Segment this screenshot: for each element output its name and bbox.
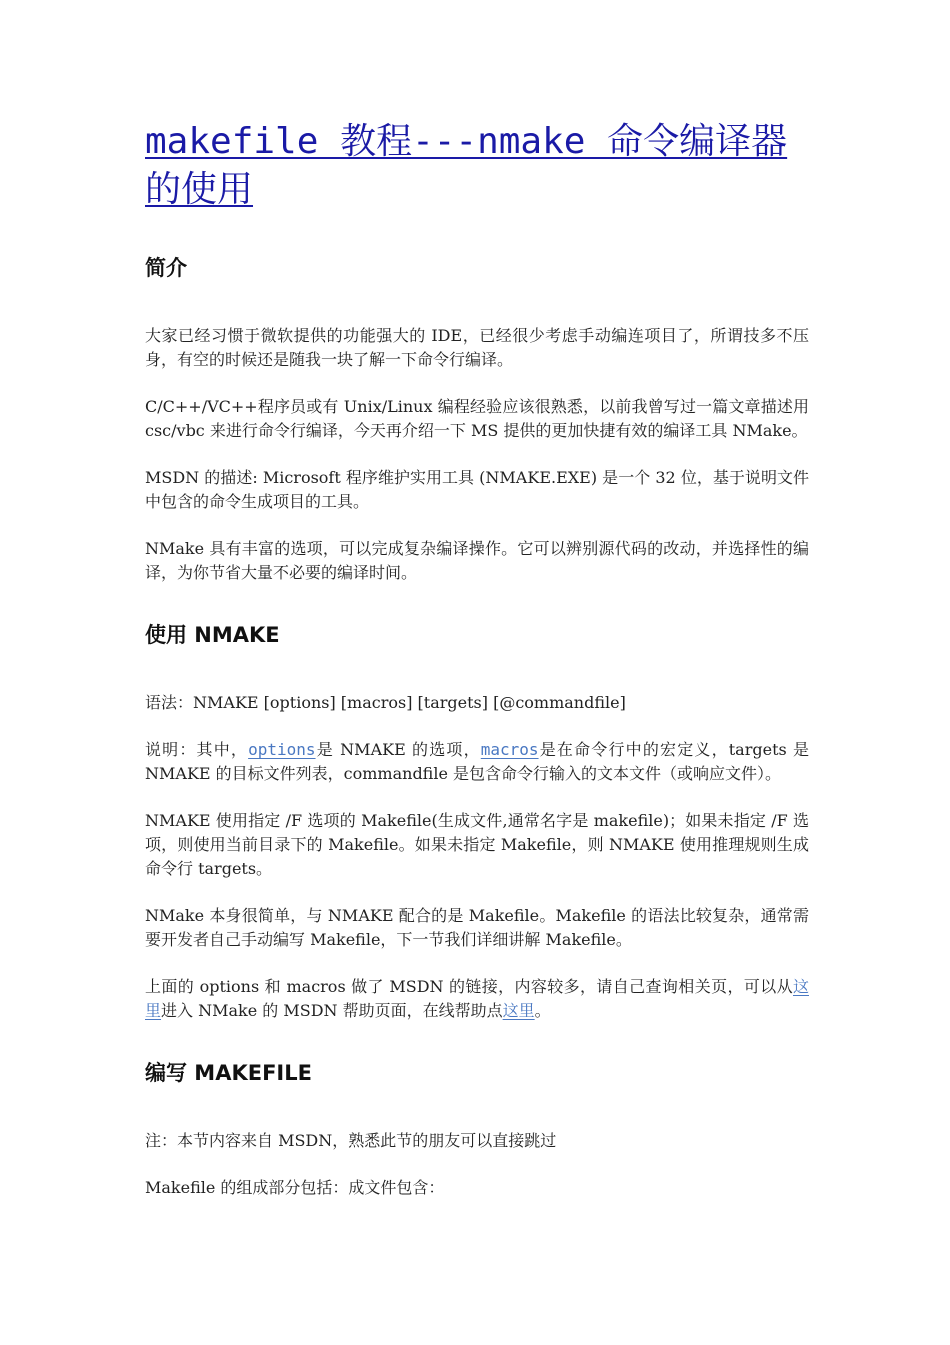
intro-paragraph-1: 大家已经习惯于微软提供的功能强大的 IDE，已经很少考虑手动编连项目了，所谓技多不压身，有空的时候还是随我一块了解一下命令行编译。 [145,326,809,369]
section-heading-write-makefile: 编写 MAKEFILE [145,1061,312,1085]
msdn-help-link[interactable]: 这里 [145,977,809,1020]
explain-mid: 是 NMAKE 的选项， [315,740,481,759]
msdn-mid: 进入 NMake 的 MSDN 帮助页面，在线帮助点 [161,1001,503,1020]
options-link[interactable]: options [248,740,316,759]
intro-paragraph-3: MSDN 的描述: Microsoft 程序维护实用工具 (NMAKE.EXE) 是一个 32 位，基于说明文件中包含的命令生成项目的工具。 [145,468,809,511]
explain-prefix: 说明：其中， [145,740,249,759]
makefile-note: 注：本节内容来自 MSDN，熟悉此节的朋友可以直接跳过 [145,1131,557,1150]
explain-suffix: 是在命令行中的宏定义，targets 是 NMAKE 的目标文件列表，commandfile 是包含命令行输入的文本文件（或响应文件）。 [145,740,809,783]
explain-paragraph [145,738,809,786]
intro-paragraph-2: C/C++/VC++程序员或有 Unix/Linux 编程经验应该很熟悉，以前我曾写过一篇文章描述用 csc/vbc 来进行命令行编译，今天再介绍一下 MS 提供的更加快捷有效的编译工具 NMake。 [145,397,809,440]
nmake-paragraph-1: NMAKE 使用指定 /F 选项的 Makefile(生成文件,通常名字是 makefile)；如果未指定 /F 选项，则使用当前目录下的 Makefile。如果未指定 Makefile，则 NMAKE 使用推理规则生成命令行 targets。 [145,811,809,878]
document-page [145,118,809,1200]
syntax-line: 语法：NMAKE [options] [macros] [targets] [@commandfile] [145,693,626,712]
page-title[interactable]: makefile 教程---nmake 命令编译器的使用 [145,121,788,210]
msdn-prefix: 上面的 options 和 macros 做了 MSDN 的链接，内容较多，请自己查询相关页，可以从 [145,977,793,996]
makefile-components: Makefile 的组成部分包括：成文件包含： [145,1178,445,1197]
nmake-paragraph-2: NMake 本身很简单，与 NMAKE 配合的是 Makefile。Makefile 的语法比较复杂，通常需要开发者自己手动编写 Makefile，下一节我们详细讲解 Makefile。 [145,906,809,949]
online-help-link[interactable]: 这里 [502,1001,535,1020]
section-heading-use-nmake: 使用 NMAKE [145,623,280,647]
intro-paragraph-4: NMake 具有丰富的选项，可以完成复杂编译操作。它可以辨别源代码的改动，并选择性的编译，为你节省大量不必要的编译时间。 [145,539,809,582]
msdn-links-paragraph [145,975,809,1023]
msdn-suffix: 。 [534,1001,551,1020]
section-heading-intro: 简介 [145,256,187,280]
macros-link[interactable]: macros [480,740,539,759]
